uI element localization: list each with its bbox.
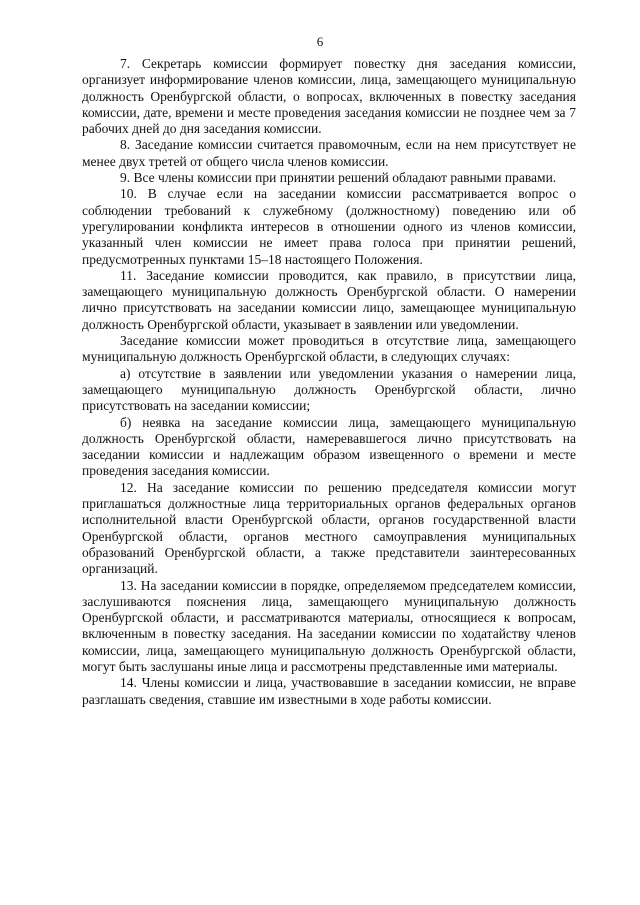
paragraph-item-13: 13. На заседании комиссии в порядке, определяемом председателем комиссии, заслушиваются пояснения лица, замещающего муниципальную должность Оренбургской области, и рассматриваются материалы, относящиеся к вопросам, включенным в повестку заседания. На заседании комиссии по ходатайству членов комиссии, лица, замещающего муниципальную должность Оренбургской области, могут быть заслушаны иные лица и рассмотрены представленные ими материалы. (82, 577, 576, 674)
paragraph-item-11: 11. Заседание комиссии проводится, как правило, в присутствии лица, замещающего муниципальную должность Оренбургской области. О намерении лично присутствовать на заседании комиссии лицо, замещающее муниципальную должность Оренбургской области, указывает в заявлении или уведомлении. (82, 267, 576, 332)
document-body (82, 56, 576, 708)
page-number: 6 (316, 34, 324, 49)
paragraph-item-8: 8. Заседание комиссии считается правомочным, если на нем присутствует не менее двух третей от общего числа членов комиссии. (82, 137, 576, 169)
paragraph-absence-intro: Заседание комиссии может проводиться в отсутствие лица, замещающего муниципальную должность Оренбургской области, в следующих случаях: (82, 333, 576, 365)
paragraph-item-12: 12. На заседание комиссии по решению председателя комиссии могут приглашаться должностные лица территориальных органов федеральных органов исполнительной власти Оренбургской области, органов государственной власти Оренбургской области, органов местного самоуправления муниципальных образований Оренбургской области, а также представители заинтересованных организаций. (82, 479, 576, 577)
paragraph-item-10: 10. В случае если на заседании комиссии рассматривается вопрос о соблюдении требований к служебному (должностному) поведению или об урегулировании конфликта интересов в отношении одного из членов комиссии, указанный член комиссии не имеет права голоса при принятии решений, предусмотренных пунктами 15–18 настоящего Положения. (82, 186, 576, 267)
paragraph-item-14: 14. Члены комиссии и лица, участвовавшие в заседании комиссии, не вправе разглашать сведения, ставшие им известными в ходе работы комиссии. (82, 675, 576, 707)
paragraph-subitem-b: б) неявка на заседание комиссии лица, замещающего муниципальную должность Оренбургской области, намеревавшегося лично присутствовать на заседании комиссии и надлежащим образом извещенного о времени и месте проведения заседания комиссии. (82, 414, 576, 479)
paragraph-item-7: 7. Секретарь комиссии формирует повестку дня заседания комиссии, организует информирование членов комиссии, лица, замещающего муниципальную должность Оренбургской области, о вопросах, включенных в повестку заседания комиссии, дате, времени и месте проведения заседания комиссии не позднее чем за 7 рабочих дней до дня заседания комиссии. (82, 56, 576, 137)
paragraph-subitem-a: а) отсутствие в заявлении или уведомлении указания о намерении лица, замещающего муниципальную должность Оренбургской области, лично присутствовать на заседании комиссии; (82, 365, 576, 414)
paragraph-item-9: 9. Все члены комиссии при принятии решений обладают равными правами. (120, 170, 557, 186)
